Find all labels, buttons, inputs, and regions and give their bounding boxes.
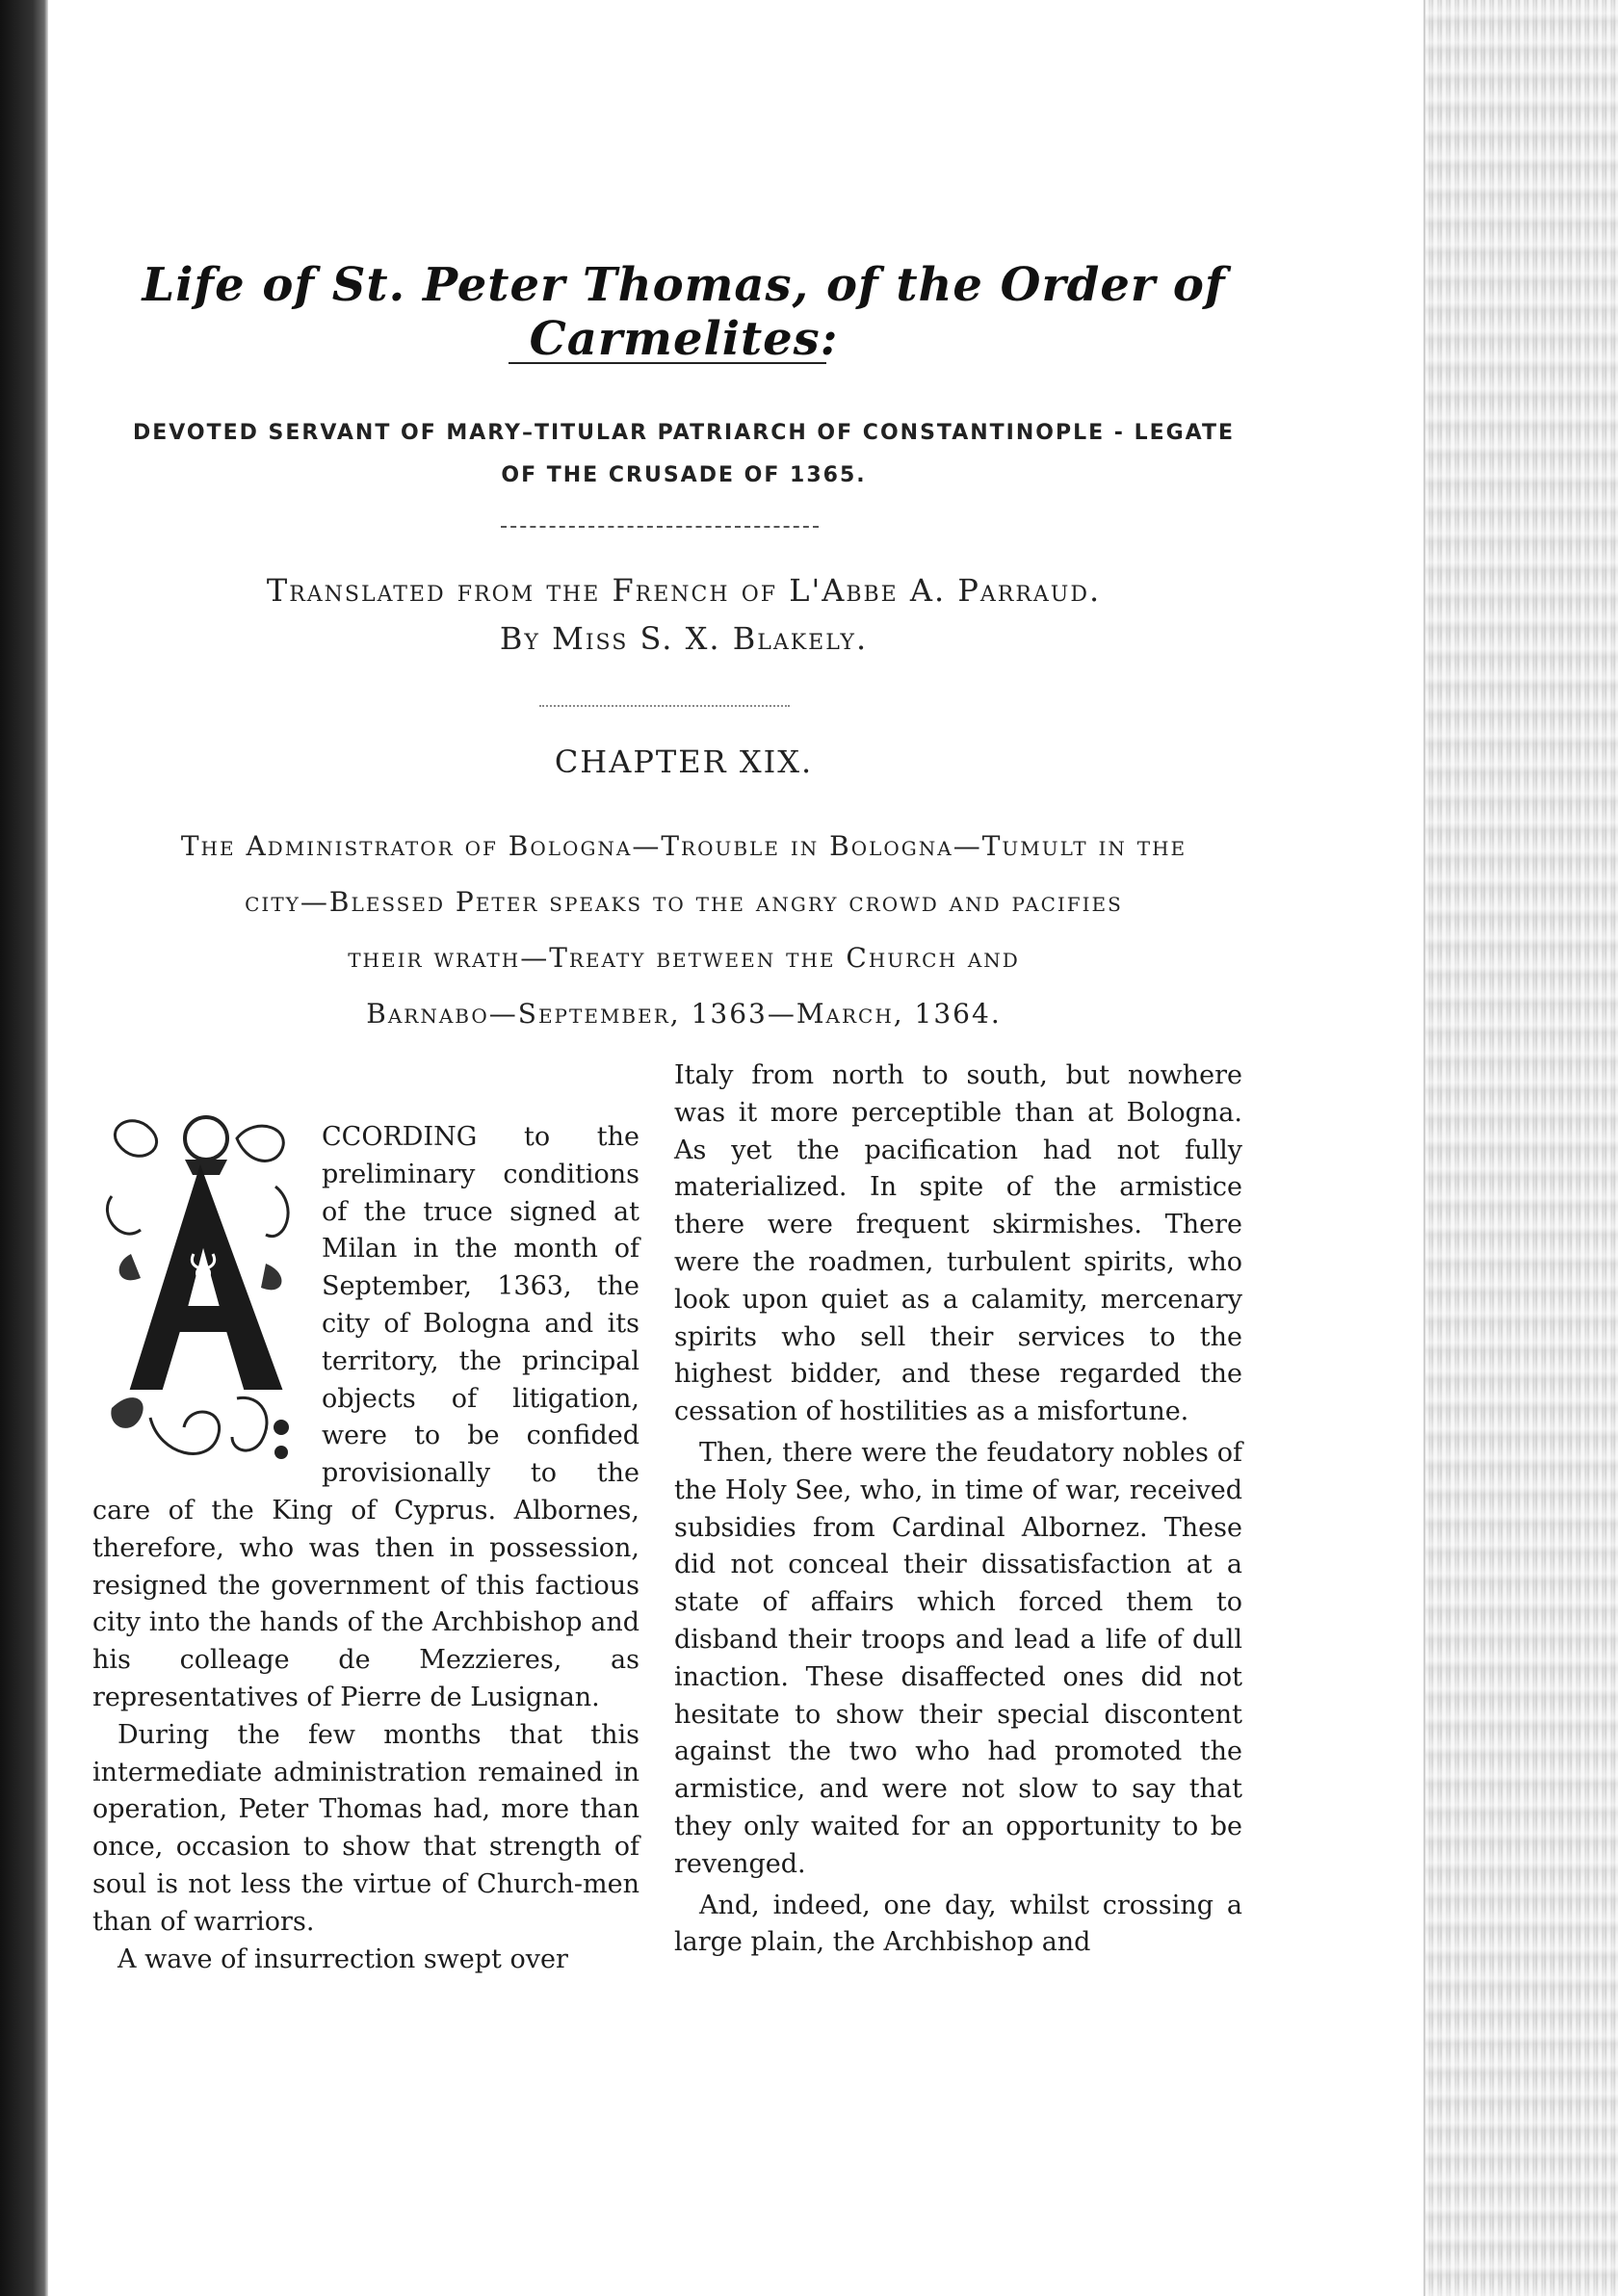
- synopsis-line: Barnabo—September, 1363—March, 1364.: [366, 998, 1002, 1030]
- subtitle-line-2: OF THE CRUSADE OF 1365.: [501, 463, 867, 487]
- paragraph: And, indeed, one day, whilst crossing a large plain, the Archbishop and: [674, 1890, 1242, 1958]
- ornament-initial-icon: [92, 1109, 308, 1475]
- ornamental-dropcap: [92, 1109, 308, 1475]
- book-spine-shadow: [0, 0, 48, 2296]
- paragraph: Italy from north to south, but nowhere was it more perceptible than at Bologna. As yet the pacification had not fully materialized. In spite of the armistice there were frequent skirmishes. There were the roadmen, turbulent spirits, who look upon quiet as a calamity, mercenary spirits who sell their services to the highest bidder, and these regarded the cessation of hostilities as a misfortune.: [674, 1060, 1242, 1427]
- synopsis-line: city—Blessed Peter speaks to the angry crowd and pacifies: [245, 886, 1123, 918]
- chapter-heading: CHAPTER XIX.: [554, 744, 814, 780]
- paragraph: Then, there were the feudatory nobles of the Holy See, who, in time of war, received subsidies from Cardinal Albornez. These did not conceal their dissatisfaction at a state of affairs which forced them to disband their troops and lead a life of dull inaction. These disaffected ones did not hesitate to show their special discontent against the two who had promoted the armistice, and were not slow to say that they only waited for an opportunity to be revenged.: [674, 1437, 1242, 1879]
- chapter-synopsis: [87, 819, 1281, 1042]
- text-column-left: [92, 1119, 639, 1978]
- credit-rule: [539, 705, 790, 707]
- paragraph: A wave of insurrection swept over: [117, 1944, 568, 1974]
- title-rule: [509, 362, 826, 364]
- text-column-right: [674, 1057, 1242, 1962]
- translated-from-line: Translated from the French of L'Abbe A. Parraud.: [266, 572, 1102, 609]
- article-title: Life of St. Peter Thomas, of the Order of Carmelites:: [142, 258, 1226, 366]
- subtitle-rule: [501, 526, 819, 528]
- paragraph: CCORDING to the preliminary conditions of the truce signed at Milan in the month of September, 1363, the city of Bologna and its territory, the principal objects of litigation, were to be confided provisionally to the care of the King of Cyprus. Albornes, therefore, who was then in possession, resigned the government of this factious city into the hands of the Archbishop and his colleage de Mezzieres, as representatives of Pierre de Lusignan.: [92, 1122, 639, 1712]
- synopsis-line: their wrath—Treaty between the Church and: [348, 942, 1020, 974]
- translator-byline: By Miss S. X. Blakely.: [499, 620, 869, 657]
- page-edges: [1423, 0, 1618, 2296]
- article-subtitle: [58, 412, 1310, 497]
- paragraph: During the few months that this intermediate administration remained in operation, Peter Thomas had, more than once, occasion to show that strength of soul is not less the virtue of Church-men than of warriors.: [92, 1719, 639, 1937]
- synopsis-line: The Administrator of Bologna—Trouble in Bologna—Tumult in the: [180, 830, 1187, 862]
- subtitle-line-1: DEVOTED SERVANT OF MARY–TITULAR PATRIARCH OF CONSTANTINOPLE - LEGATE: [132, 421, 1236, 445]
